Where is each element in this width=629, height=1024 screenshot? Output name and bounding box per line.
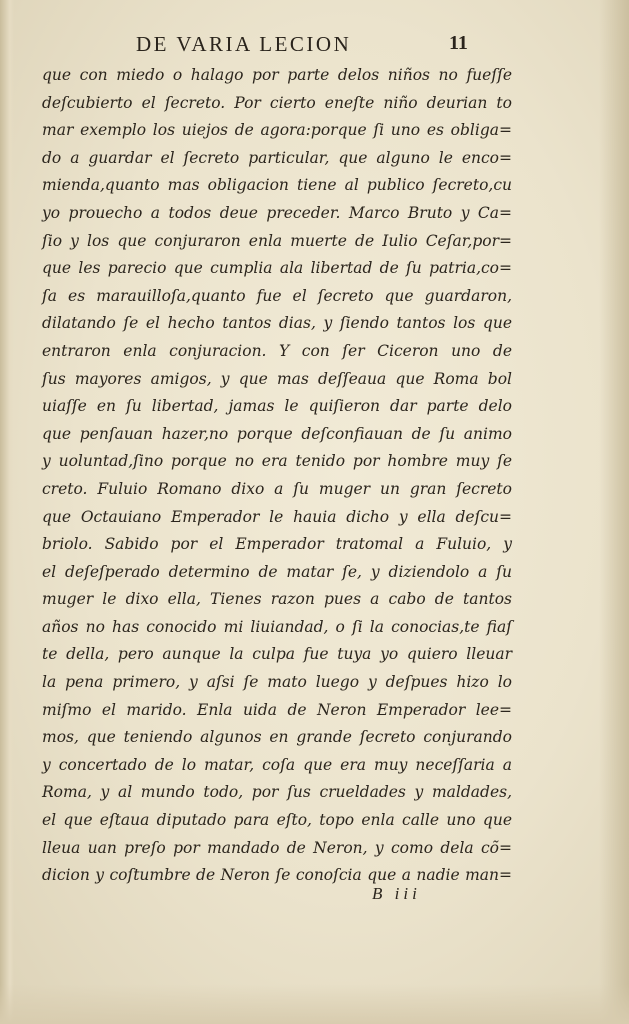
folio-number: 11 — [449, 32, 468, 54]
text-line: que con miedo o halago por parte delos niños no fueſſe — [42, 66, 512, 84]
text-line: muger le dixo ella, Tienes razon pues a cabo de tantos — [42, 590, 512, 609]
text-line: y concertado de lo matar, coſa que era muy neceſſaria a — [42, 755, 512, 774]
text-line: mos, que teniendo algunos en grande ſecreto conjurando — [42, 728, 512, 747]
page-gutter-shadow — [0, 0, 14, 1024]
text-line: miſmo el marido. Enla uida de Neron Emperador lee= — [42, 700, 512, 719]
page-bottom-shadow — [0, 984, 629, 1024]
text-line: Roma, y al mundo todo, por ſus crueldades y maldades, — [42, 783, 512, 802]
text-line: la pena primero, y aſsi ſe mato luego y deſpues hizo lo — [42, 673, 512, 692]
text-line: que Octauiano Emperador le hauia dicho y ella deſcu= — [42, 507, 512, 526]
text-line: deſcubierto el ſecreto. Por cierto eneſte niño deurian to — [42, 93, 512, 112]
text-line: entraron enla conjuracion. Y con ſer Ciceron uno de — [42, 341, 512, 360]
text-line: el que eſtaua diputado para eſto, topo enla calle uno que — [42, 811, 512, 830]
text-line: dilatando ſe el hecho tantos dias, y ſiendo tantos los que — [42, 314, 512, 333]
text-line: lleua uan preſo por mandado de Neron, y como dela cõ= — [42, 838, 512, 857]
text-line: te della, pero aunque la culpa fue tuya yo quiero lleuar — [42, 645, 512, 664]
text-line: años no has conocido mi liuiandad, o ſi la conocias,te fiaſ — [42, 617, 512, 636]
text-line: que penſauan hazer,no porque deſconfiauan de ſu animo — [42, 424, 512, 443]
text-line: ſus mayores amigos, y que mas deſſeaua que Roma bol — [42, 369, 512, 388]
text-line: dicion y coſtumbre de Neron ſe conoſcia que a nadie man= — [42, 866, 512, 885]
text-line: do a guardar el ſecreto particular, que alguno le enco= — [42, 148, 512, 167]
text-line: mienda,quanto mas obligacion tiene al publico ſecreto,cu — [42, 176, 512, 195]
page-header — [0, 30, 629, 60]
text-line: el deſeſperado determino de matar ſe, y diziendolo a ſu — [42, 562, 512, 581]
text-line: ſio y los que conjuraron enla muerte de Iulio Ceſar,por= — [42, 231, 512, 250]
text-line: yo prouecho a todos deue preceder. Marco Bruto y Ca= — [42, 203, 512, 222]
text-line: briolo. Sabido por el Emperador tratomal a Fuluio, y — [42, 535, 512, 554]
text-line: creto. Fuluio Romano dixo a ſu muger un gran ſecreto — [42, 479, 512, 498]
text-line: mar exemplo los uiejos de agora:porque ſi uno es obliga= — [42, 121, 512, 140]
body-text — [42, 62, 512, 890]
signature-mark: B iii — [372, 884, 421, 903]
text-line: uiaſſe en ſu libertad, jamas le quiſieron dar parte delo — [42, 397, 512, 416]
text-line: ſa es marauilloſa,quanto fue el ſecreto que guardaron, — [42, 286, 512, 305]
running-title: DE VARIA LECION — [136, 32, 352, 56]
text-line: y uoluntad,ſino porque no era tenido por hombre muy ſe — [42, 452, 512, 471]
text-line: que les parecio que cumplia ala libertad de ſu patria,co= — [42, 259, 512, 278]
page-edge-shadow — [599, 0, 629, 1024]
